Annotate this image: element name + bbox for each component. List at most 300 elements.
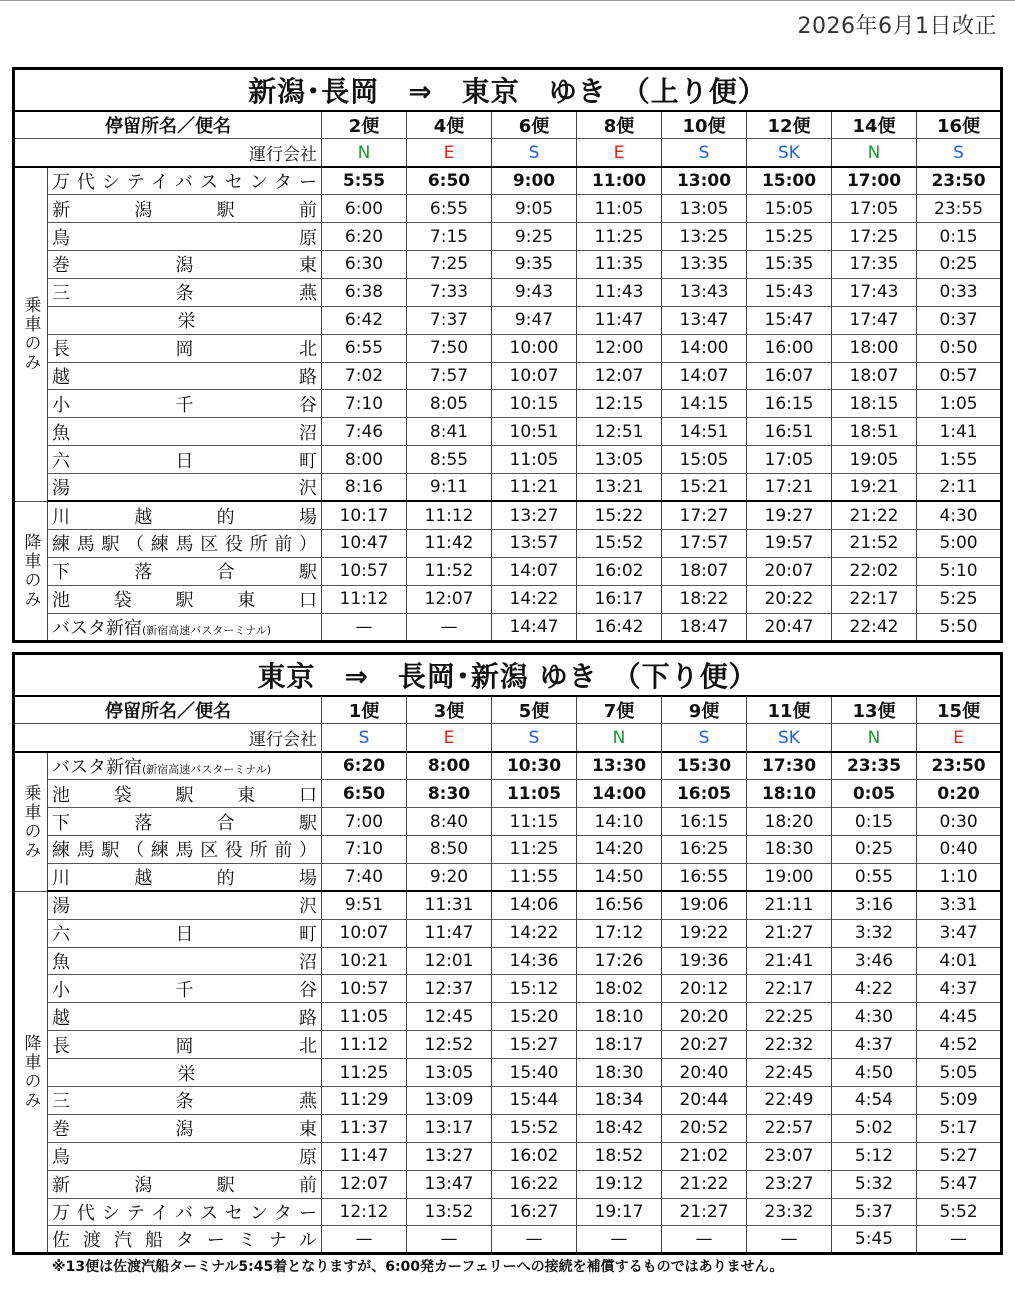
departure-time: 7:50 bbox=[407, 334, 492, 362]
departure-time: 5:10 bbox=[917, 557, 1002, 585]
departure-time: 3:32 bbox=[832, 919, 917, 947]
stop-name-text: 三条燕 bbox=[52, 1091, 317, 1113]
departure-time: 23:35 bbox=[832, 752, 917, 780]
departure-time: 22:57 bbox=[747, 1114, 832, 1142]
departure-time: 14:22 bbox=[492, 585, 577, 613]
departure-time: 7:10 bbox=[322, 390, 407, 418]
flight-number: 7便 bbox=[577, 696, 662, 724]
departure-time: 4:01 bbox=[917, 947, 1002, 975]
departure-time: 13:05 bbox=[407, 1059, 492, 1087]
departure-time: 4:50 bbox=[832, 1059, 917, 1087]
departure-time: 4:52 bbox=[917, 1031, 1002, 1059]
operator-row bbox=[14, 724, 1002, 752]
flight-number: 5便 bbox=[492, 696, 577, 724]
operator-code: S bbox=[662, 139, 747, 167]
flight-number: 13便 bbox=[832, 696, 917, 724]
stop-name-text: 越路 bbox=[52, 366, 317, 388]
stop-name bbox=[48, 1086, 322, 1114]
departure-time: 13:57 bbox=[492, 529, 577, 557]
departure-time: 16:51 bbox=[747, 418, 832, 446]
timetable-title: 新潟･長岡 ⇒ 東京 ゆき （上り便） bbox=[14, 69, 1002, 112]
stop-name-text: 新潟駅前 bbox=[52, 199, 317, 221]
operator-label: 運行会社 bbox=[14, 724, 322, 752]
departure-time: 8:16 bbox=[322, 474, 407, 502]
departure-time: 20:27 bbox=[662, 1031, 747, 1059]
stop-name bbox=[48, 975, 322, 1003]
departure-time: 14:00 bbox=[577, 780, 662, 808]
stop-name-text: 湯沢 bbox=[52, 478, 317, 500]
departure-time: 0:30 bbox=[917, 808, 1002, 836]
stop-name bbox=[48, 474, 322, 502]
departure-time: 3:31 bbox=[917, 891, 1002, 919]
operator-code: E bbox=[577, 139, 662, 167]
departure-time: 23:27 bbox=[747, 1170, 832, 1198]
departure-time: 14:06 bbox=[492, 891, 577, 919]
departure-time: 8:55 bbox=[407, 446, 492, 474]
stop-name bbox=[48, 1198, 322, 1226]
departure-time: 19:05 bbox=[832, 446, 917, 474]
departure-time: 16:05 bbox=[662, 780, 747, 808]
departure-time: 18:20 bbox=[747, 808, 832, 836]
departure-time: 16:25 bbox=[662, 835, 747, 863]
departure-time: 7:33 bbox=[407, 278, 492, 306]
stop-name bbox=[48, 1170, 322, 1198]
stop-name bbox=[48, 529, 322, 557]
departure-time: 13:52 bbox=[407, 1198, 492, 1226]
stop-row bbox=[14, 250, 1002, 278]
departure-time: 17:25 bbox=[832, 223, 917, 251]
departure-time: 12:37 bbox=[407, 975, 492, 1003]
departure-time: 21:27 bbox=[662, 1198, 747, 1226]
stop-name-text: バスタ新宿 bbox=[52, 756, 142, 778]
departure-time: 16:15 bbox=[662, 808, 747, 836]
departure-time: 23:50 bbox=[917, 167, 1002, 195]
stop-name bbox=[48, 501, 322, 529]
departure-time: 4:37 bbox=[832, 1031, 917, 1059]
departure-time: 13:47 bbox=[662, 306, 747, 334]
operator-code: N bbox=[577, 724, 662, 752]
flight-number: 11便 bbox=[747, 696, 832, 724]
departure-time: 20:22 bbox=[747, 585, 832, 613]
stop-name bbox=[48, 613, 322, 641]
flight-number: 6便 bbox=[492, 111, 577, 139]
operator-label: 運行会社 bbox=[14, 139, 322, 167]
stop-name bbox=[48, 223, 322, 251]
departure-time: 22:17 bbox=[747, 975, 832, 1003]
departure-time: 11:29 bbox=[322, 1086, 407, 1114]
departure-time: 6:55 bbox=[407, 195, 492, 223]
stop-row bbox=[14, 1031, 1002, 1059]
operator-code: S bbox=[322, 724, 407, 752]
departure-time: 13:21 bbox=[577, 474, 662, 502]
departure-time: 8:00 bbox=[407, 752, 492, 780]
departure-time: 10:57 bbox=[322, 975, 407, 1003]
departure-time: 11:12 bbox=[407, 501, 492, 529]
stop-row bbox=[14, 1142, 1002, 1170]
departure-time: 17:57 bbox=[662, 529, 747, 557]
departure-time: 13:25 bbox=[662, 223, 747, 251]
departure-time: 20:12 bbox=[662, 975, 747, 1003]
departure-time: 11:47 bbox=[407, 919, 492, 947]
departure-time: 0:37 bbox=[917, 306, 1002, 334]
departure-time: 5:45 bbox=[832, 1226, 917, 1254]
departure-time: 16:56 bbox=[577, 891, 662, 919]
stop-name-text: 練馬駅（練馬区役所前） bbox=[52, 840, 317, 862]
departure-time: 11:55 bbox=[492, 863, 577, 891]
stop-name bbox=[48, 306, 322, 334]
stop-name bbox=[48, 446, 322, 474]
stop-name-text: 魚沼 bbox=[52, 951, 317, 973]
departure-time: 13:09 bbox=[407, 1086, 492, 1114]
alighting-only-label: 降車のみ bbox=[14, 891, 48, 1254]
stop-name bbox=[48, 362, 322, 390]
departure-time: 21:22 bbox=[662, 1170, 747, 1198]
departure-time: 14:20 bbox=[577, 835, 662, 863]
departure-time: 5:55 bbox=[322, 167, 407, 195]
departure-time: 7:25 bbox=[407, 250, 492, 278]
departure-time: 23:07 bbox=[747, 1142, 832, 1170]
departure-time: 18:10 bbox=[577, 1003, 662, 1031]
departure-time: 0:15 bbox=[917, 223, 1002, 251]
departure-time: 11:05 bbox=[492, 780, 577, 808]
departure-time: — bbox=[322, 1226, 407, 1254]
boarding-only-label: 乗車のみ bbox=[14, 752, 48, 891]
departure-time: 11:25 bbox=[322, 1059, 407, 1087]
departure-time: 17:00 bbox=[832, 167, 917, 195]
departure-time: 12:15 bbox=[577, 390, 662, 418]
stop-name-text: 六日町 bbox=[52, 450, 317, 472]
departure-time: 13:47 bbox=[407, 1170, 492, 1198]
stop-name bbox=[48, 1114, 322, 1142]
departure-time: 12:12 bbox=[322, 1198, 407, 1226]
departure-time: 4:45 bbox=[917, 1003, 1002, 1031]
departure-time: 16:42 bbox=[577, 613, 662, 641]
departure-time: 8:05 bbox=[407, 390, 492, 418]
departure-time: 19:22 bbox=[662, 919, 747, 947]
departure-time: 0:57 bbox=[917, 362, 1002, 390]
departure-time: 13:00 bbox=[662, 167, 747, 195]
departure-time: 6:00 bbox=[322, 195, 407, 223]
departure-time: 7:00 bbox=[322, 808, 407, 836]
stop-name bbox=[48, 1003, 322, 1031]
stop-name-text: 鳥原 bbox=[52, 227, 317, 249]
stop-row bbox=[14, 1198, 1002, 1226]
departure-time: 10:57 bbox=[322, 557, 407, 585]
departure-time: 1:55 bbox=[917, 446, 1002, 474]
departure-time: 17:30 bbox=[747, 752, 832, 780]
departure-time: 12:00 bbox=[577, 334, 662, 362]
departure-time: 19:17 bbox=[577, 1198, 662, 1226]
stop-row bbox=[14, 808, 1002, 836]
departure-time: 0:15 bbox=[832, 808, 917, 836]
departure-time: 21:22 bbox=[832, 501, 917, 529]
stop-name-text: 下落合駅 bbox=[52, 812, 317, 834]
operator-code: E bbox=[407, 139, 492, 167]
departure-time: 15:05 bbox=[747, 195, 832, 223]
departure-time: 3:16 bbox=[832, 891, 917, 919]
operator-code: N bbox=[832, 139, 917, 167]
departure-time: 4:37 bbox=[917, 975, 1002, 1003]
departure-time: 18:42 bbox=[577, 1114, 662, 1142]
departure-time: 13:17 bbox=[407, 1114, 492, 1142]
departure-time: 11:52 bbox=[407, 557, 492, 585]
stop-row bbox=[14, 835, 1002, 863]
stop-name bbox=[48, 250, 322, 278]
flight-number: 15便 bbox=[917, 696, 1002, 724]
stop-name-text: 越路 bbox=[52, 1007, 317, 1029]
departure-time: 19:21 bbox=[832, 474, 917, 502]
departure-time: — bbox=[747, 1226, 832, 1254]
departure-time: 15:35 bbox=[747, 250, 832, 278]
stop-name bbox=[48, 1031, 322, 1059]
departure-time: — bbox=[492, 1226, 577, 1254]
stop-name bbox=[48, 863, 322, 891]
stop-row bbox=[14, 613, 1002, 641]
departure-time: 8:30 bbox=[407, 780, 492, 808]
operator-code: SK bbox=[747, 139, 832, 167]
departure-time: 16:22 bbox=[492, 1170, 577, 1198]
flight-header-row bbox=[14, 111, 1002, 139]
stop-row bbox=[14, 1059, 1002, 1087]
departure-time: 10:47 bbox=[322, 529, 407, 557]
departure-time: 6:20 bbox=[322, 223, 407, 251]
stop-name-text: 巻潟東 bbox=[52, 255, 317, 277]
stop-row bbox=[14, 390, 1002, 418]
departure-time: 20:52 bbox=[662, 1114, 747, 1142]
departure-time: 18:07 bbox=[832, 362, 917, 390]
departure-time: 15:12 bbox=[492, 975, 577, 1003]
departure-time: 18:17 bbox=[577, 1031, 662, 1059]
departure-time: 23:50 bbox=[917, 752, 1002, 780]
departure-time: 0:33 bbox=[917, 278, 1002, 306]
departure-time: 20:07 bbox=[747, 557, 832, 585]
departure-time: 18:22 bbox=[662, 585, 747, 613]
departure-time: 12:52 bbox=[407, 1031, 492, 1059]
departure-time: 10:17 bbox=[322, 501, 407, 529]
stop-row bbox=[14, 1086, 1002, 1114]
departure-time: 8:50 bbox=[407, 835, 492, 863]
departure-time: 16:02 bbox=[577, 557, 662, 585]
departure-time: 18:15 bbox=[832, 390, 917, 418]
flight-number: 8便 bbox=[577, 111, 662, 139]
flight-number: 1便 bbox=[322, 696, 407, 724]
stop-row bbox=[14, 557, 1002, 585]
stop-name-text: 練馬駅（練馬区役所前） bbox=[52, 534, 317, 556]
departure-time: 17:05 bbox=[832, 195, 917, 223]
departure-time: 11:05 bbox=[577, 195, 662, 223]
departure-time: 9:47 bbox=[492, 306, 577, 334]
flight-number: 12便 bbox=[747, 111, 832, 139]
stop-name-text: 栄 bbox=[177, 311, 196, 333]
stop-name bbox=[48, 1142, 322, 1170]
departure-time: 11:12 bbox=[322, 1031, 407, 1059]
departure-time: 11:15 bbox=[492, 808, 577, 836]
stop-name bbox=[48, 835, 322, 863]
departure-time: 5:52 bbox=[917, 1198, 1002, 1226]
departure-time: 19:57 bbox=[747, 529, 832, 557]
departure-time: 9:00 bbox=[492, 167, 577, 195]
stop-name-text: 三条燕 bbox=[52, 283, 317, 305]
stop-row bbox=[14, 474, 1002, 502]
departure-time: 22:02 bbox=[832, 557, 917, 585]
departure-time: 11:12 bbox=[322, 585, 407, 613]
operator-code: S bbox=[492, 724, 577, 752]
departure-time: 15:43 bbox=[747, 278, 832, 306]
stop-name-text: 佐渡汽船ターミナル bbox=[52, 1230, 317, 1252]
departure-time: 10:30 bbox=[492, 752, 577, 780]
boarding-only-label: 乗車のみ bbox=[14, 167, 48, 502]
departure-time: 9:43 bbox=[492, 278, 577, 306]
departure-time: 16:07 bbox=[747, 362, 832, 390]
departure-time: 18:02 bbox=[577, 975, 662, 1003]
departure-time: 17:47 bbox=[832, 306, 917, 334]
departure-time: 0:50 bbox=[917, 334, 1002, 362]
timetable-down bbox=[12, 652, 1003, 1255]
flight-number: 10便 bbox=[662, 111, 747, 139]
stop-row bbox=[14, 167, 1002, 195]
alighting-only-label: 降車のみ bbox=[14, 501, 48, 641]
departure-time: 12:07 bbox=[577, 362, 662, 390]
departure-time: 10:51 bbox=[492, 418, 577, 446]
departure-time: 5:05 bbox=[917, 1059, 1002, 1087]
stop-name-text: 鳥原 bbox=[52, 1147, 317, 1169]
departure-time: 0:40 bbox=[917, 835, 1002, 863]
departure-time: 18:30 bbox=[747, 835, 832, 863]
departure-time: 17:26 bbox=[577, 947, 662, 975]
departure-time: 21:52 bbox=[832, 529, 917, 557]
departure-time: 15:20 bbox=[492, 1003, 577, 1031]
operator-code: SK bbox=[747, 724, 832, 752]
departure-time: 9:11 bbox=[407, 474, 492, 502]
departure-time: 19:27 bbox=[747, 501, 832, 529]
departure-time: 0:25 bbox=[917, 250, 1002, 278]
departure-time: 6:50 bbox=[407, 167, 492, 195]
departure-time: 2:11 bbox=[917, 474, 1002, 502]
departure-time: 0:25 bbox=[832, 835, 917, 863]
stop-name bbox=[48, 1226, 322, 1254]
stop-row bbox=[14, 947, 1002, 975]
stop-name bbox=[48, 390, 322, 418]
departure-time: 12:07 bbox=[407, 585, 492, 613]
departure-time: 13:05 bbox=[577, 446, 662, 474]
departure-time: 15:22 bbox=[577, 501, 662, 529]
departure-time: 5:02 bbox=[832, 1114, 917, 1142]
departure-time: 15:44 bbox=[492, 1086, 577, 1114]
stop-name-text: 魚沼 bbox=[52, 422, 317, 444]
timetable-title: 東京 ⇒ 長岡･新潟 ゆき （下り便） bbox=[14, 654, 1002, 697]
departure-time: 16:27 bbox=[492, 1198, 577, 1226]
departure-time: 17:21 bbox=[747, 474, 832, 502]
departure-time: 13:43 bbox=[662, 278, 747, 306]
departure-time: 7:37 bbox=[407, 306, 492, 334]
stop-row bbox=[14, 1003, 1002, 1031]
departure-time: 5:37 bbox=[832, 1198, 917, 1226]
stop-name bbox=[48, 752, 322, 780]
departure-time: 8:40 bbox=[407, 808, 492, 836]
departure-time: 15:47 bbox=[747, 306, 832, 334]
stop-name-text: 川越的場 bbox=[52, 868, 317, 890]
timetable-title-row bbox=[14, 69, 1002, 112]
departure-time: 22:45 bbox=[747, 1059, 832, 1087]
revision-date: 2026年6月1日改正 bbox=[797, 14, 997, 39]
stop-name bbox=[48, 418, 322, 446]
departure-time: 15:05 bbox=[662, 446, 747, 474]
stop-row bbox=[14, 863, 1002, 891]
stop-name bbox=[48, 1059, 322, 1087]
stop-row bbox=[14, 585, 1002, 613]
stop-name bbox=[48, 780, 322, 808]
stop-name-subtext: (新宿高速バスターミナル) bbox=[142, 623, 272, 637]
departure-time: 7:57 bbox=[407, 362, 492, 390]
departure-time: 9:25 bbox=[492, 223, 577, 251]
departure-time: 13:05 bbox=[662, 195, 747, 223]
stop-name-text: 長岡北 bbox=[52, 1035, 317, 1057]
departure-time: 9:20 bbox=[407, 863, 492, 891]
departure-time: 3:47 bbox=[917, 919, 1002, 947]
footnote: ※13便は佐渡汽船ターミナル5:45着となりますが、6:00発カーフェリーへの接続を補償するものではありません。 bbox=[52, 1259, 784, 1275]
stop-name bbox=[48, 585, 322, 613]
departure-time: 14:50 bbox=[577, 863, 662, 891]
departure-time: 21:02 bbox=[662, 1142, 747, 1170]
departure-time: 9:05 bbox=[492, 195, 577, 223]
departure-time: 20:47 bbox=[747, 613, 832, 641]
stop-row bbox=[14, 223, 1002, 251]
departure-time: 10:00 bbox=[492, 334, 577, 362]
departure-time: 14:36 bbox=[492, 947, 577, 975]
departure-time: 14:22 bbox=[492, 919, 577, 947]
stop-row bbox=[14, 418, 1002, 446]
flight-number: 14便 bbox=[832, 111, 917, 139]
stop-name bbox=[48, 891, 322, 919]
flight-number: 4便 bbox=[407, 111, 492, 139]
departure-time: 0:55 bbox=[832, 863, 917, 891]
departure-time: 15:27 bbox=[492, 1031, 577, 1059]
departure-time: — bbox=[322, 613, 407, 641]
stop-name-text: 池袋駅東口 bbox=[52, 784, 317, 806]
departure-time: 17:12 bbox=[577, 919, 662, 947]
stop-name-text: 小千谷 bbox=[52, 394, 317, 416]
departure-time: 7:15 bbox=[407, 223, 492, 251]
departure-time: 22:42 bbox=[832, 613, 917, 641]
departure-time: 3:46 bbox=[832, 947, 917, 975]
departure-time: 5:17 bbox=[917, 1114, 1002, 1142]
departure-time: 16:15 bbox=[747, 390, 832, 418]
departure-time: 7:02 bbox=[322, 362, 407, 390]
departure-time: 6:30 bbox=[322, 250, 407, 278]
departure-time: 14:00 bbox=[662, 334, 747, 362]
stop-flight-label: 停留所名／便名 bbox=[14, 696, 322, 724]
stop-row bbox=[14, 501, 1002, 529]
departure-time: 5:27 bbox=[917, 1142, 1002, 1170]
departure-time: 15:00 bbox=[747, 167, 832, 195]
stop-row bbox=[14, 1170, 1002, 1198]
departure-time: 5:25 bbox=[917, 585, 1002, 613]
stop-row bbox=[14, 334, 1002, 362]
departure-time: 10:21 bbox=[322, 947, 407, 975]
stop-name-text: 下落合駅 bbox=[52, 562, 317, 584]
stop-row bbox=[14, 975, 1002, 1003]
operator-code: N bbox=[322, 139, 407, 167]
stop-row bbox=[14, 306, 1002, 334]
departure-time: — bbox=[917, 1226, 1002, 1254]
departure-time: 12:07 bbox=[322, 1170, 407, 1198]
departure-time: 15:40 bbox=[492, 1059, 577, 1087]
departure-time: 11:05 bbox=[322, 1003, 407, 1031]
stop-row bbox=[14, 752, 1002, 780]
stop-row bbox=[14, 891, 1002, 919]
departure-time: 18:30 bbox=[577, 1059, 662, 1087]
departure-time: 17:43 bbox=[832, 278, 917, 306]
